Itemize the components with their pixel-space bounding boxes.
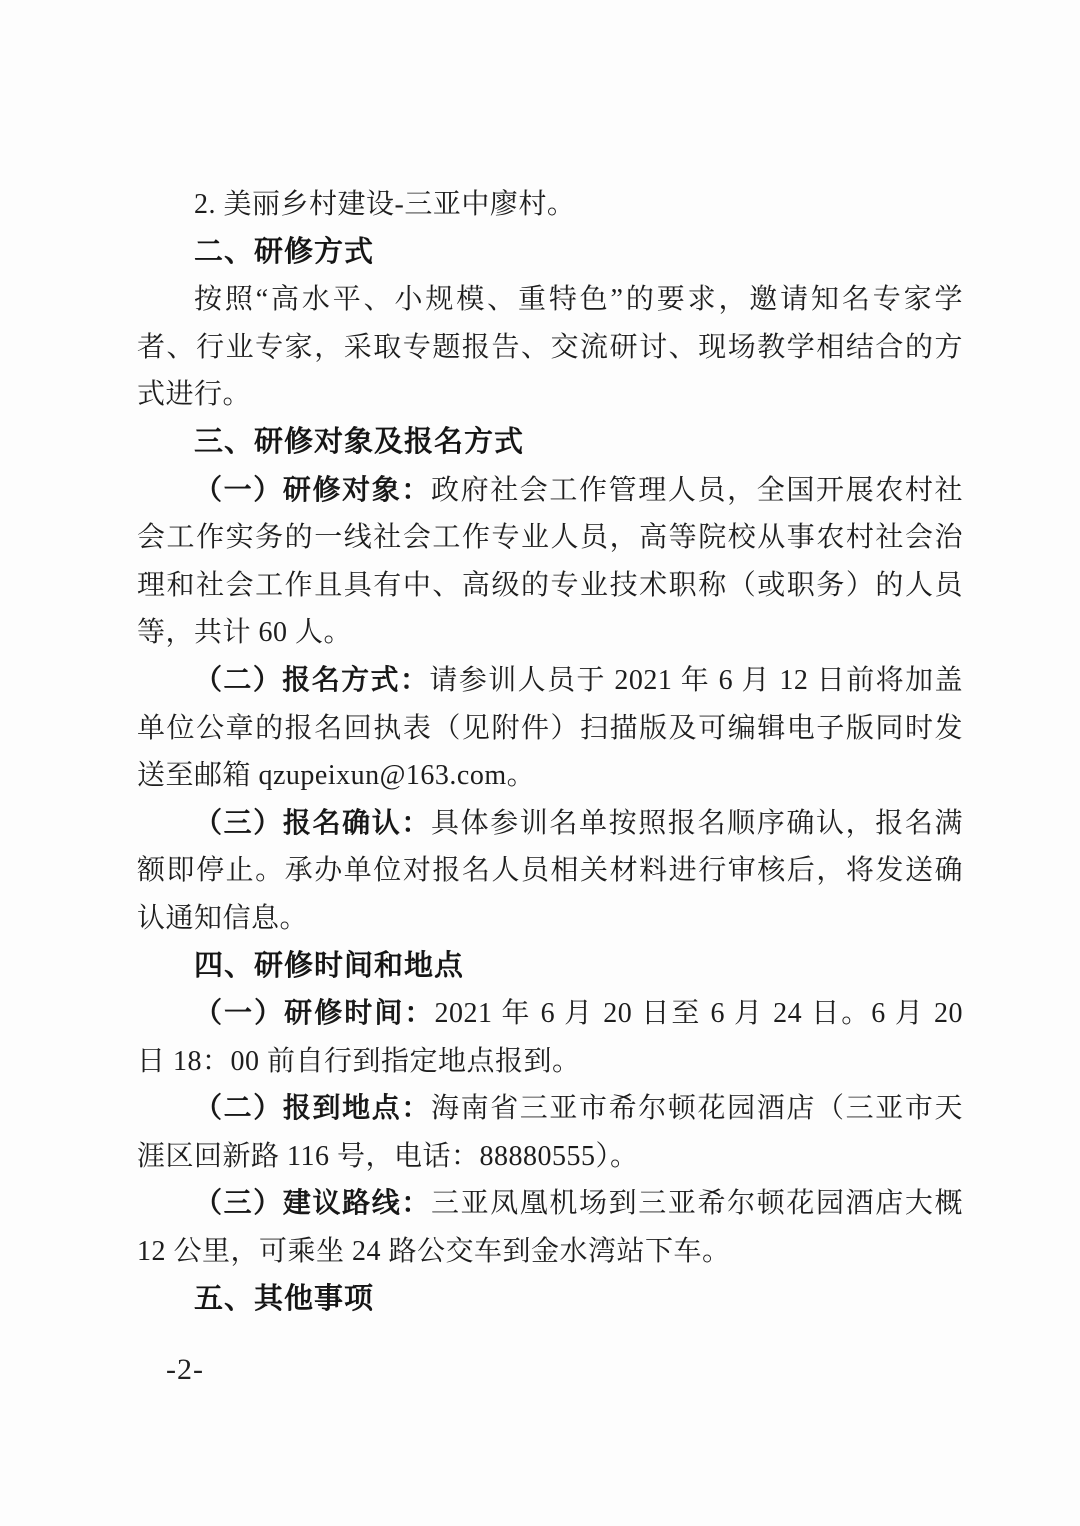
line-text: 额即停止。承办单位对报名人员相关材料进行审核后，将发送确 [137, 855, 963, 887]
text-line [137, 562, 963, 610]
text-line [137, 1133, 963, 1181]
text-line [137, 705, 963, 753]
line-text: 具体参训名单按照报名顺序确认，报名满 [430, 807, 963, 839]
line-text: 认通知信息。 [137, 902, 309, 934]
line-text: 送至邮箱 qzupeixun@163.com。 [137, 760, 536, 792]
line-text: 按照“高水平、小规模、重特色”的要求，邀请知名专家学 [194, 284, 963, 316]
item-label: （一）研修对象： [194, 474, 431, 506]
line-text: 单位公章的报名回执表（见附件）扫描版及可编辑电子版同时发 [137, 712, 963, 744]
line-text: 2021 年 6 月 20 日至 6 月 24 日。6 月 20 [434, 998, 963, 1030]
line-text: 海南省三亚市希尔顿花园酒店（三亚市天 [430, 1093, 963, 1125]
item-label: （三）报名确认： [194, 807, 431, 839]
text-line [137, 800, 963, 848]
item-label: （三）建议路线： [194, 1188, 431, 1220]
section-heading [137, 943, 963, 991]
line-text: 等，共计 60 人。 [137, 617, 353, 649]
line-text: 日 18：00 前自行到指定地点报到。 [137, 1045, 581, 1077]
line-text: 2. 美丽乡村建设-三亚中廖村。 [194, 189, 576, 220]
text-line [137, 467, 963, 515]
page-number: -2- [166, 1353, 204, 1386]
line-text: 理和社会工作且具有中、高级的专业技术职称（或职务）的人员 [137, 569, 963, 601]
line-text: 五、其他事项 [194, 1282, 375, 1315]
section-heading [137, 229, 963, 277]
text-line [137, 609, 963, 657]
text-line [137, 752, 963, 800]
text-line [137, 1038, 963, 1086]
text-column [137, 181, 963, 1323]
section-heading [137, 1276, 963, 1324]
line-text: 请参训人员于 2021 年 6 月 12 日前将加盖 [429, 664, 963, 696]
text-line [137, 371, 963, 419]
text-line [137, 276, 963, 324]
line-text: 三亚凤凰机场到三亚希尔顿花园酒店大概 [430, 1188, 963, 1220]
line-text: 涯区回新路 116 号，电话：88880555）。 [137, 1140, 639, 1172]
line-text: 三、研修对象及报名方式 [194, 425, 525, 458]
item-label: （二）报到地点： [194, 1093, 431, 1125]
text-line [137, 324, 963, 372]
text-line [137, 895, 963, 943]
line-text: 12 公里，可乘坐 24 路公交车到金水湾站下车。 [137, 1236, 731, 1268]
text-line [137, 657, 963, 705]
line-text: 式进行。 [137, 379, 252, 411]
line-text: 会工作实务的一线社会工作专业人员，高等院校从事农村社会治 [137, 522, 963, 554]
text-line [137, 1180, 963, 1228]
line-text: 四、研修时间和地点 [194, 949, 465, 982]
text-line [137, 990, 963, 1038]
text-line [137, 181, 963, 229]
text-line [137, 1228, 963, 1276]
line-text: 二、研修方式 [194, 235, 375, 268]
text-line [137, 514, 963, 562]
text-line [137, 1085, 963, 1133]
item-label: （二）报名方式： [194, 664, 430, 696]
item-label: （一）研修时间： [194, 998, 435, 1030]
section-heading [137, 419, 963, 467]
line-text: 者、行业专家，采取专题报告、交流研讨、现场教学相结合的方 [137, 331, 963, 363]
line-text: 政府社会工作管理人员，全国开展农村社 [430, 474, 963, 506]
text-line [137, 847, 963, 895]
